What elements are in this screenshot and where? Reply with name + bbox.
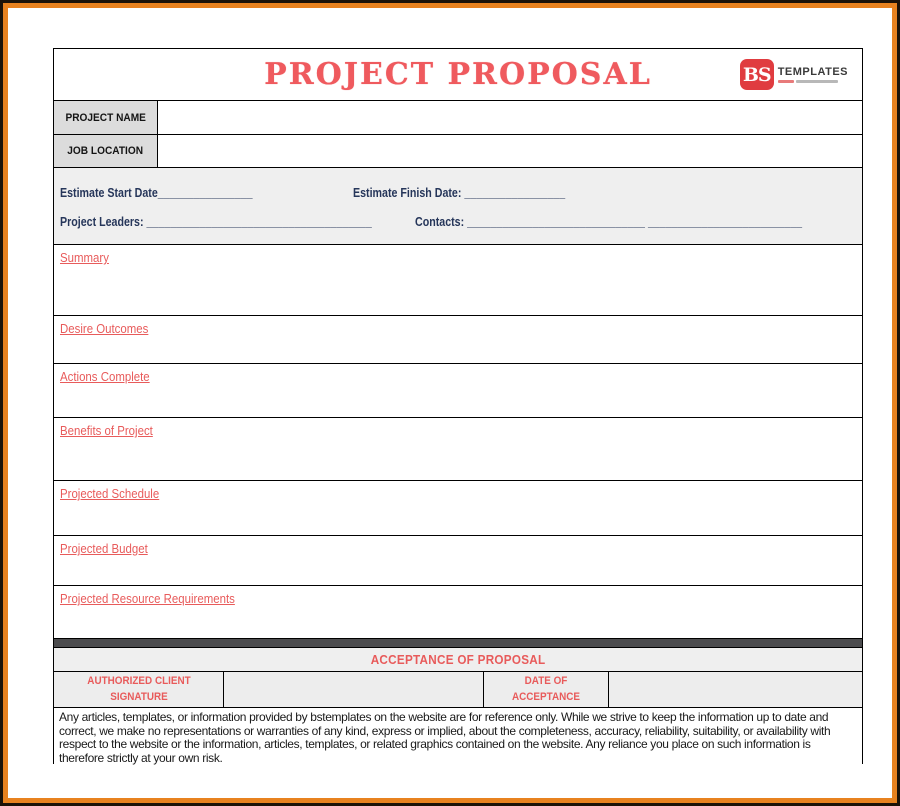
page-title: PROJECT PROPOSAL bbox=[264, 57, 652, 92]
project-name-row bbox=[54, 101, 862, 135]
project-name-value-cell bbox=[158, 101, 862, 134]
logo-brand-name: TEMPLATES bbox=[777, 66, 848, 78]
document-header bbox=[54, 49, 862, 101]
contacts-line: Contacts: ______________________________ __________________________ bbox=[415, 214, 803, 229]
section-benefits-of-project bbox=[54, 418, 862, 481]
job-location-row bbox=[54, 135, 862, 168]
section-heading-projected-resource-requirements: Projected Resource Requirements bbox=[60, 591, 235, 606]
logo-tagline-decoration bbox=[778, 80, 848, 83]
section-projected-budget bbox=[54, 536, 862, 586]
section-heading-projected-schedule: Projected Schedule bbox=[60, 486, 160, 501]
section-actions-complete bbox=[54, 364, 862, 418]
brand-logo bbox=[740, 59, 848, 90]
authorized-client-signature-label-cell bbox=[54, 672, 224, 707]
project-name-label: PROJECT NAME bbox=[65, 111, 146, 124]
date-of-acceptance-label-cell bbox=[484, 672, 609, 707]
section-heading-projected-budget: Projected Budget bbox=[60, 541, 148, 556]
date-of-acceptance-label: DATE OF ACCEPTANCE bbox=[511, 675, 581, 703]
disclaimer-box bbox=[54, 708, 862, 767]
acceptance-signature-row bbox=[54, 672, 862, 708]
project-leaders-line: Project Leaders: ______________________________________ bbox=[60, 214, 372, 229]
section-projected-schedule bbox=[54, 481, 862, 536]
signature-value-cell bbox=[224, 672, 484, 707]
acceptance-title-row bbox=[54, 648, 862, 672]
logo-text bbox=[778, 66, 848, 83]
job-location-label-cell bbox=[54, 135, 158, 167]
authorized-client-signature-label: AUTHORIZED CLIENT SIGNATURE bbox=[86, 675, 191, 703]
bs-logo-icon: BS bbox=[740, 59, 774, 90]
project-name-label-cell bbox=[54, 101, 158, 134]
estimate-finish-date-line: Estimate Finish Date: _________________ bbox=[353, 185, 566, 200]
date-of-acceptance-value-cell bbox=[609, 672, 862, 707]
estimate-start-date-line: Estimate Start Date________________ bbox=[60, 185, 253, 200]
document-page bbox=[53, 48, 863, 764]
section-desire-outcomes bbox=[54, 316, 862, 364]
section-summary bbox=[54, 245, 862, 316]
section-projected-resource-requirements bbox=[54, 586, 862, 639]
acceptance-title: ACCEPTANCE OF PROPOSAL bbox=[370, 652, 546, 667]
estimate-section bbox=[54, 168, 862, 245]
section-heading-desire-outcomes: Desire Outcomes bbox=[60, 321, 149, 336]
disclaimer-text: Any articles, templates, or information provided by bstemplates on the website are for reference only. While we strive to keep the information up to date and correct, we make no representations or warranties of any kind, express or implied, about the completeness, accuracy, reliability, suitability, or availability with respect to the website or the information, articles, templates, or related graphics contained on the website. Any reliance you place on such information is therefore strictly at your own risk. bbox=[59, 710, 831, 765]
acceptance-divider-bar bbox=[54, 639, 862, 648]
section-heading-actions-complete: Actions Complete bbox=[60, 369, 150, 384]
job-location-label: JOB LOCATION bbox=[67, 145, 144, 157]
section-heading-benefits-of-project: Benefits of Project bbox=[60, 423, 153, 438]
orange-border bbox=[3, 3, 897, 803]
section-heading-summary: Summary bbox=[60, 250, 109, 265]
job-location-value-cell bbox=[158, 135, 862, 167]
